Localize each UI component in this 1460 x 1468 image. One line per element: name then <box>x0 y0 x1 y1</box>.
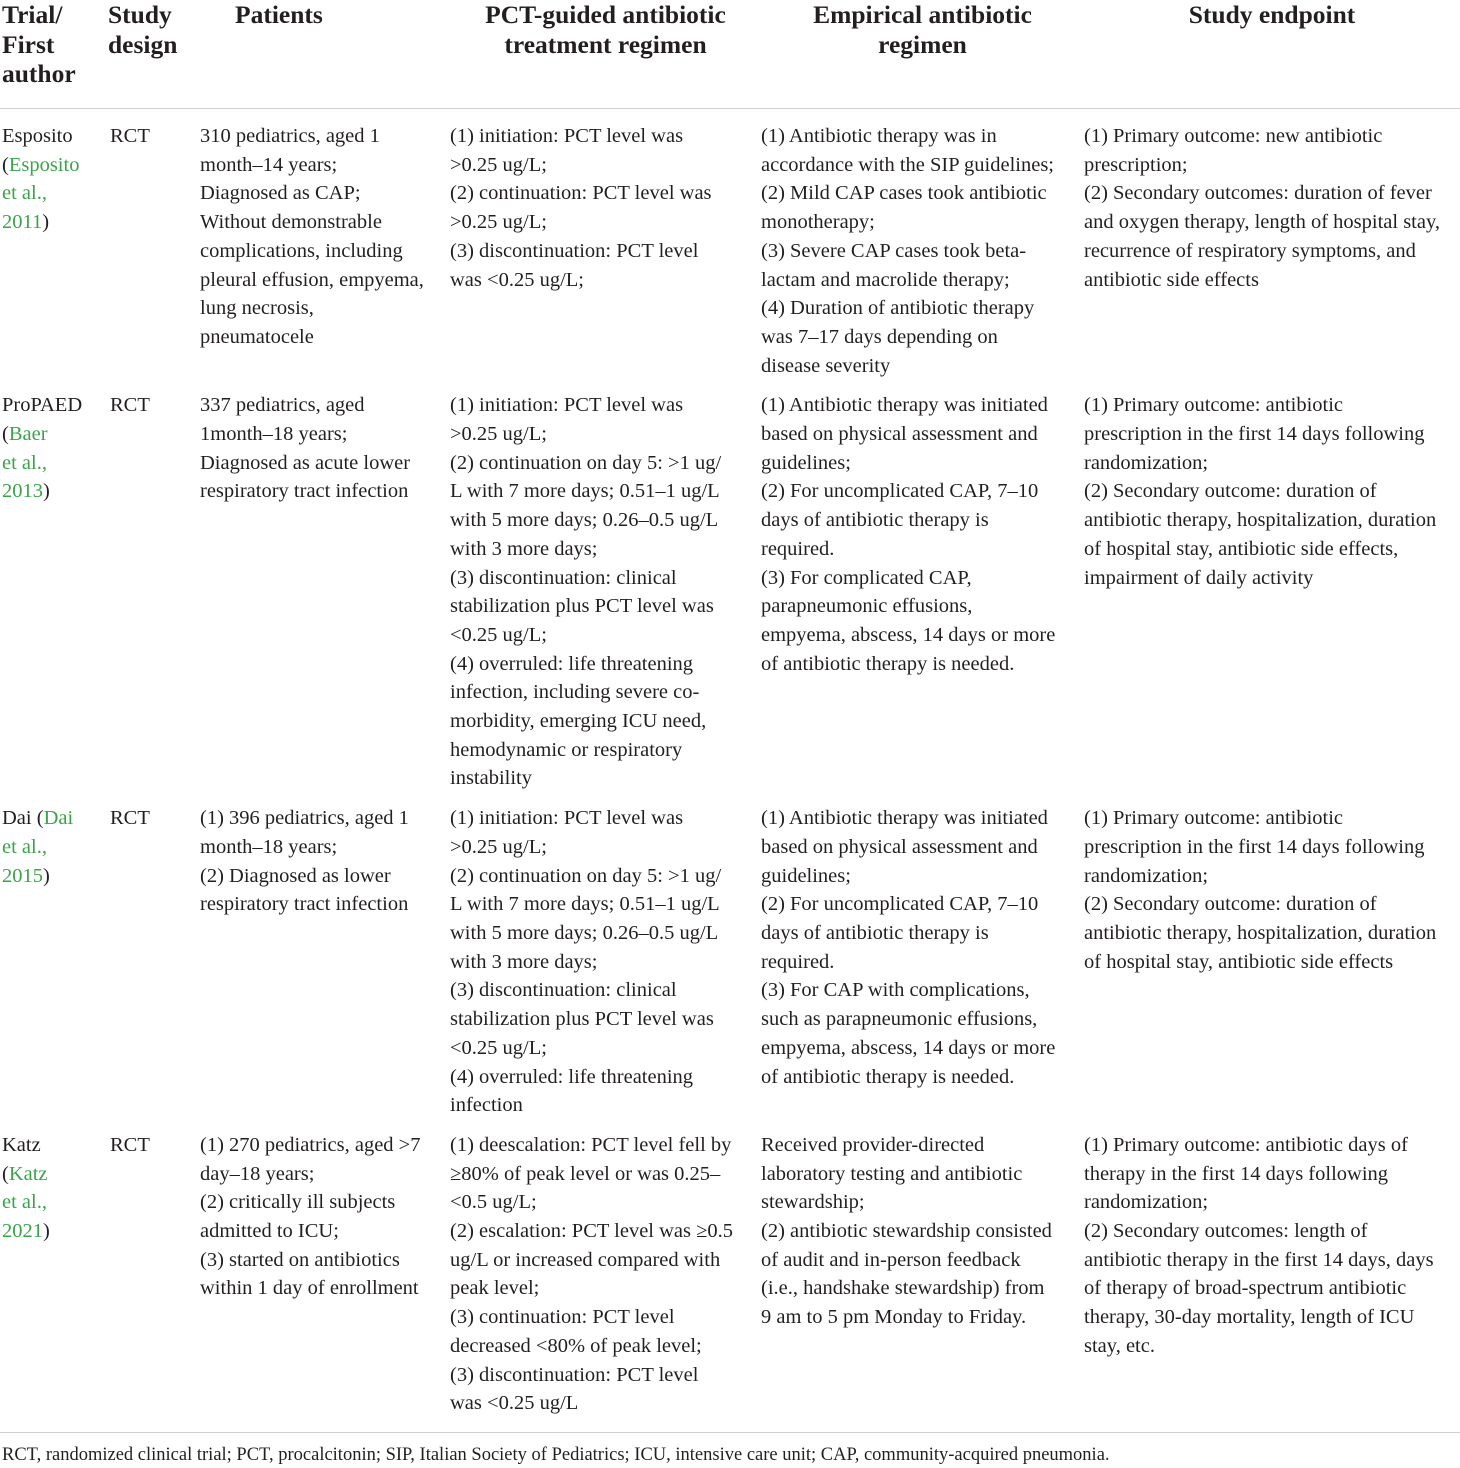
header-trial: Trial/ First author <box>0 0 108 109</box>
cell-design: RCT <box>110 125 150 147</box>
citation-link[interactable]: Baer et al., 2013 <box>2 423 48 503</box>
cell-patients: 337 pediatrics, aged 1month–18 years; Diagnosed as acute lower respiratory tract infection <box>200 394 411 503</box>
cell-pct: (1) deescalation: PCT level fell by ≥80% of peak level or was 0.25– <0.5 ug/L; (2) escalation: PCT level was ≥0.5 ug/L or increased compared with peak level; (3) continuation: PCT level decreased <80% of peak level; (3) discontinuation: PCT level was <0.25 ug/L <box>450 1133 734 1415</box>
cell-trial: Esposito (Esposito et al., 2011) <box>2 125 80 234</box>
cell-design: RCT <box>110 394 150 417</box>
cell-trial: ProPAED (Baer et al., 2013) <box>2 394 83 503</box>
citation-link[interactable]: Dai et al., 2015 <box>2 807 74 887</box>
cell-empirical: (1) Antibiotic therapy was initiated based on physical assessment and guidelines; (2) For uncomplicated CAP, 7–10 days of antibiotic therapy is required. (3) For CAP with complications, such as parapneumonic effusions, empyema, abscess, 14 days or more of antibiotic therapy is needed. <box>761 807 1056 1088</box>
cell-pct: (1) initiation: PCT level was >0.25 ug/L; (2) continuation: PCT level was >0.25 ug/L; (3) discontinuation: PCT level was <0.25 ug/L; <box>450 125 712 291</box>
header-empirical: Empirical antibiotic regimen <box>761 0 1084 109</box>
table-row <box>0 380 1460 793</box>
citation-link[interactable]: Katz et al., 2021 <box>2 1162 48 1243</box>
cell-endpoint: (1) Primary outcome: antibiotic prescription in the first 14 days following randomization; (2) Secondary outcome: duration of antibiotic therapy, hospitalization, duration of hospital stay, antibiotic side effects <box>1084 807 1437 973</box>
header-design: Study design <box>108 0 200 109</box>
cell-patients: (1) 270 pediatrics, aged >7 day–18 years; (2) critically ill subjects admitted to ICU; (3) started on antibiotics within 1 day of enrollment <box>200 1133 421 1300</box>
table-bottom-rule <box>0 1432 1460 1433</box>
cell-empirical: (1) Antibiotic therapy was initiated based on physical assessment and guidelines; (2) For uncomplicated CAP, 7–10 days of antibiotic therapy is required. (3) For complicated CAP, parapneumonic effusions, empyema, abscess, 14 days or more of antibiotic therapy is needed. <box>761 394 1056 675</box>
table-row <box>0 793 1460 1120</box>
header-endpoint: Study endpoint <box>1084 0 1460 109</box>
citation-link[interactable]: Esposito et al., 2011 <box>2 153 80 234</box>
table-row <box>0 109 1460 381</box>
cell-design: RCT <box>110 807 150 830</box>
cell-endpoint: (1) Primary outcome: antibiotic prescription in the first 14 days following randomization; (2) Secondary outcome: duration of antibiotic therapy, hospitalization, duration of hospital stay, antibiotic side effects, impairment of daily activity <box>1084 394 1437 589</box>
cell-endpoint: (1) Primary outcome: antibiotic days of therapy in the first 14 days following randomization; (2) Secondary outcomes: length of antibiotic therapy in the first 14 days, days of therapy of broad-spectrum antibiotic therapy, 30-day mortality, length of ICU stay, etc. <box>1084 1133 1434 1357</box>
cell-pct: (1) initiation: PCT level was >0.25 ug/L; (2) continuation on day 5: >1 ug/ L with 7 more days; 0.51–1 ug/L with 5 more days; 0.26–0.5 ug/L with 3 more days; (3) discontinuation: clinical stabilization plus PCT level was <0.25 ug/L; (4) overruled: life threatening infection <box>450 807 722 1117</box>
cell-trial: Katz (Katz et al., 2021) <box>2 1133 50 1243</box>
header-pct: PCT-guided antibiotic treatment regimen <box>450 0 761 109</box>
header-row <box>0 0 1460 109</box>
cell-empirical: Received provider-directed laboratory testing and antibiotic stewardship; (2) antibiotic stewardship consisted of audit and in-person feedback (i.e., handshake stewardship) from 9 am to 5 pm Monday to Friday. <box>761 1133 1052 1329</box>
header-patients: Patients <box>200 0 450 109</box>
cell-patients: 310 pediatrics, aged 1 month–14 years; Diagnosed as CAP; Without demonstrable complications, including pleural effusion, empyema, lung necrosis, pneumatocele <box>200 125 424 348</box>
table-footnote: RCT, randomized clinical trial; PCT, procalcitonin; SIP, Italian Society of Pediatrics; ICU, intensive care unit; CAP, community-acquired pneumonia. <box>2 1445 1110 1465</box>
cell-empirical: (1) Antibiotic therapy was in accordance with the SIP guidelines; (2) Mild CAP cases took antibiotic monotherapy; (3) Severe CAP cases took beta- lactam and macrolide therapy; (4) Duration of antibiotic therapy was 7–17 days depending on disease severity <box>761 125 1054 377</box>
cell-pct: (1) initiation: PCT level was >0.25 ug/L; (2) continuation on day 5: >1 ug/ L with 7 more days; 0.51–1 ug/L with 5 more days; 0.26–0.5 ug/L with 3 more days; (3) discontinuation: clinical stabilization plus PCT level was <0.25 ug/L; (4) overruled: life threatening infection, including severe co- morbidity, emerging ICU need, hemodynamic or respiratory instability <box>450 394 722 790</box>
cell-design: RCT <box>110 1133 150 1156</box>
cell-endpoint: (1) Primary outcome: new antibiotic prescription; (2) Secondary outcomes: duration of fever and oxygen therapy, length of hospital stay, recurrence of respiratory symptoms, and antibiotic side effects <box>1084 125 1441 291</box>
cell-trial: Dai (Dai et al., 2015) <box>2 807 74 887</box>
table-row <box>0 1120 1460 1435</box>
cell-patients: (1) 396 pediatrics, aged 1 month–18 years; (2) Diagnosed as lower respiratory tract infection <box>200 807 409 916</box>
